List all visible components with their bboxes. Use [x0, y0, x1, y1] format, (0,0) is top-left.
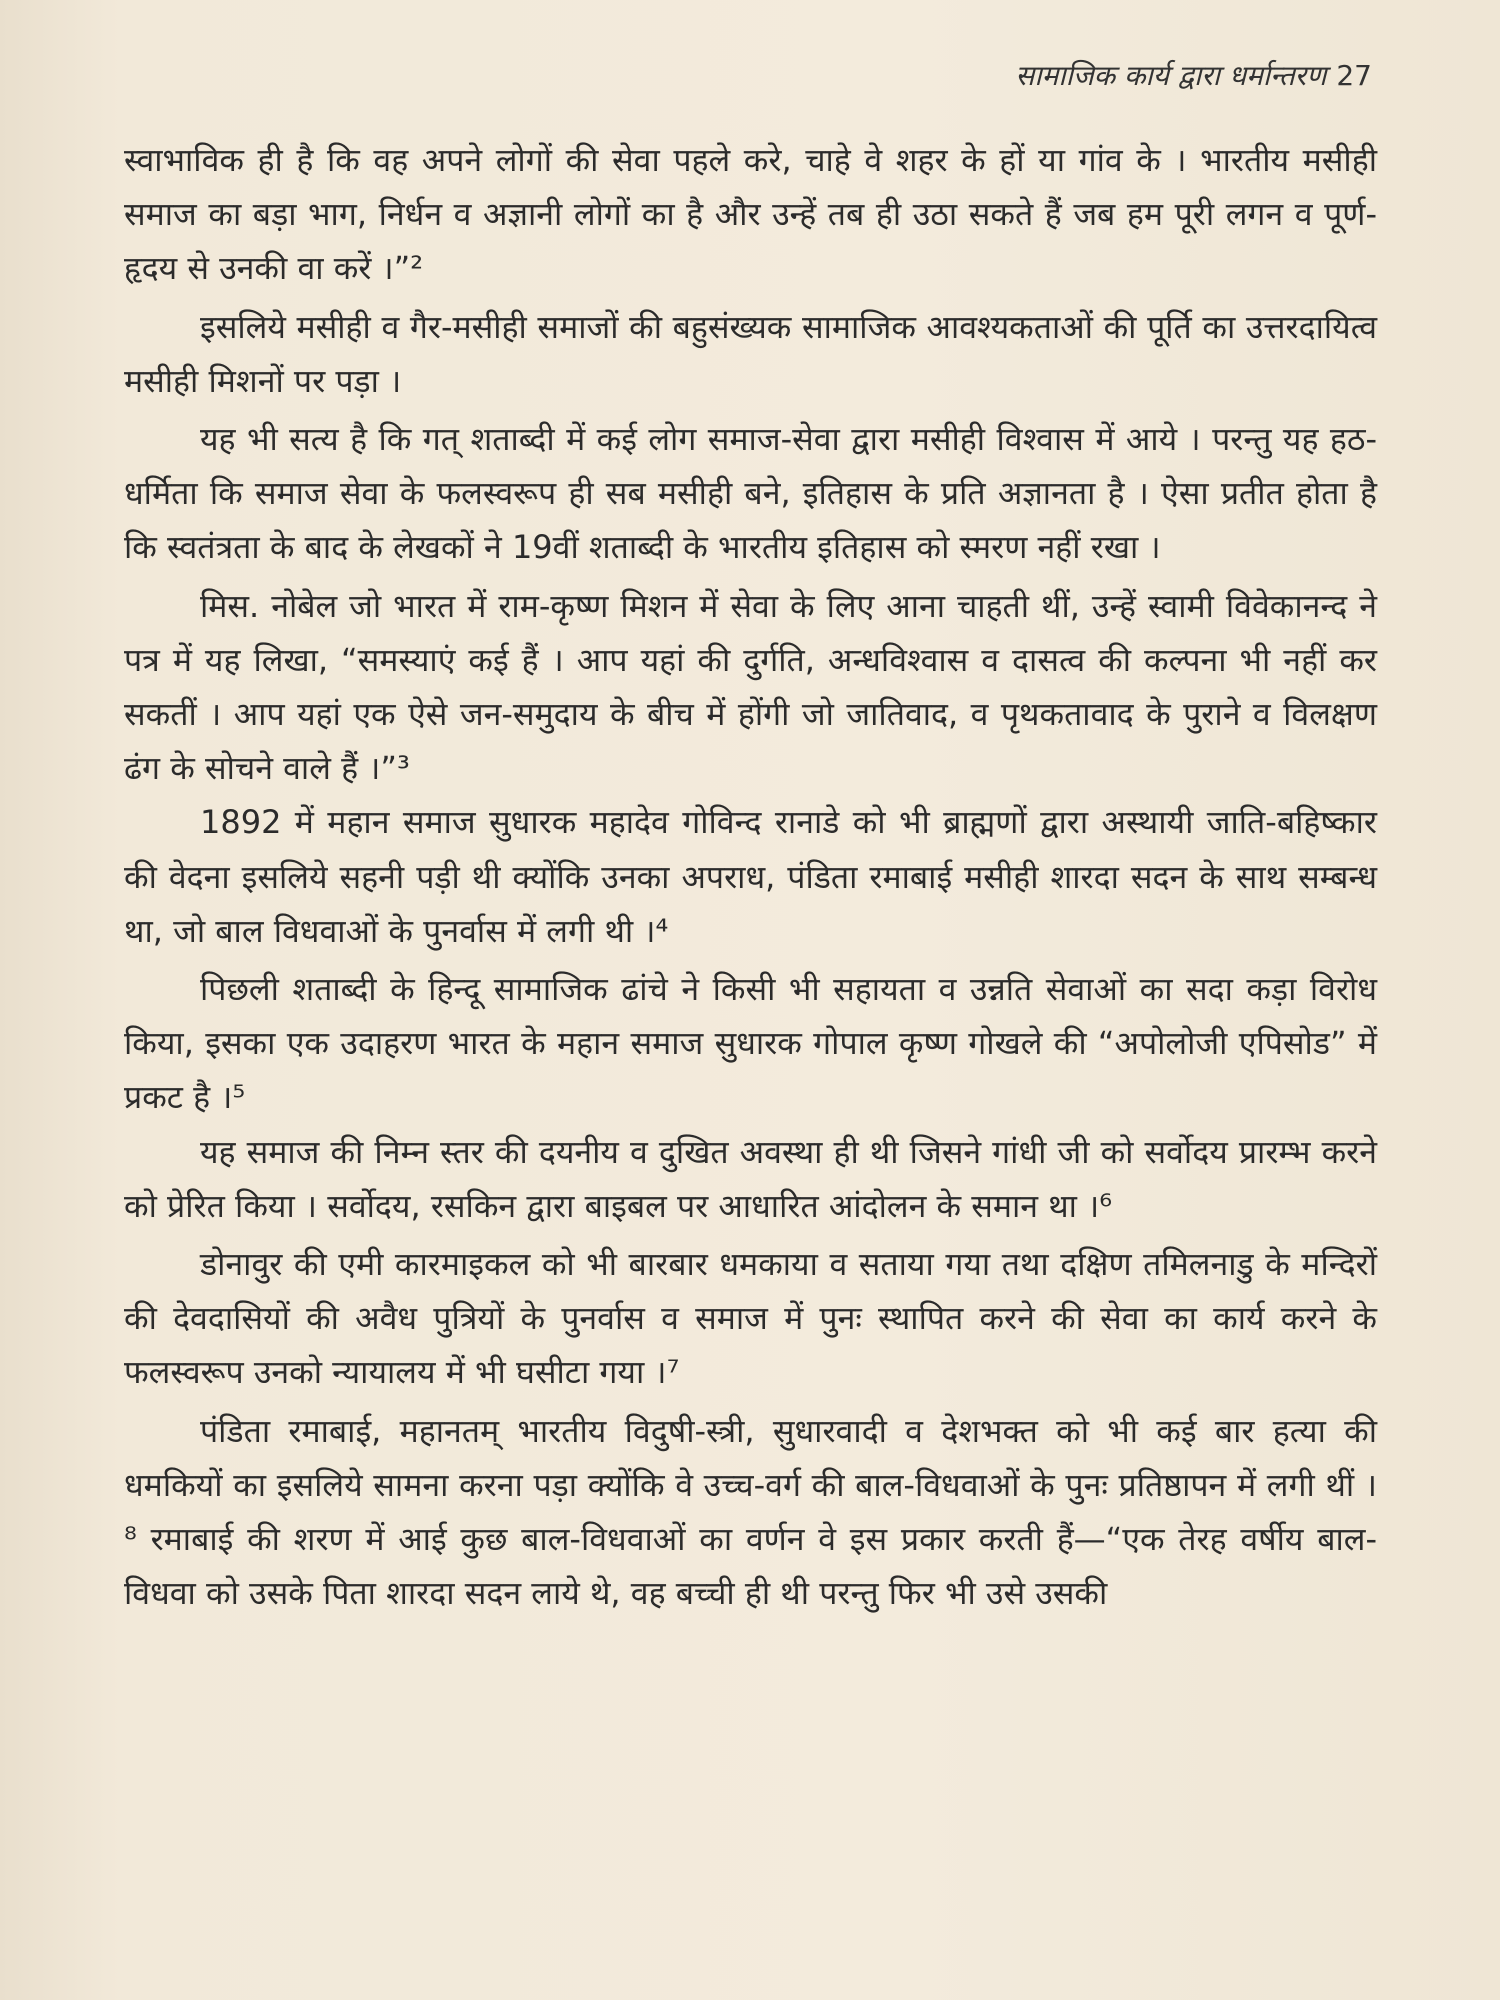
paragraph: पंडिता रमाबाई, महानतम् भारतीय विदुषी-स्त्री, सुधारवादी व देशभक्त को भी कई बार हत्या की धमकियों का इसलिये सामना करना पड़ा क्योंकि वे उच्च-वर्ग की बाल-विधवाओं के पुनः प्रतिष्ठापन में लगी थीं ।⁸ रमाबाई की शरण में आई कुछ बाल-विधवाओं का वर्णन वे इस प्रकार करती हैं—“एक तेरह वर्षीय बाल-विधवा को उसके पिता शारदा सदन लाये थे, वह बच्ची ही थी परन्तु फिर भी उसे उसकी: [124, 1411, 1377, 1613]
paragraph: डोनावुर की एमी कारमाइकल को भी बारबार धमकाया व सताया गया तथा दक्षिण तमिलनाडु के मन्दिरों की देवदासियों की अवैध पुत्रियों के पुनर्वास व समाज में पुनः स्थापित करने की सेवा का कार्य करने के फलस्वरूप उनको न्यायालय में भी घसीटा गया ।⁷: [124, 1245, 1377, 1392]
paragraph: इसलिये मसीही व गैर-मसीही समाजों की बहुसंख्यक सामाजिक आवश्यकताओं की पूर्ति का उत्तरदायित्व मसीही मिशनों पर पड़ा ।: [124, 307, 1377, 400]
paragraph-continued: स्वाभाविक ही है कि वह अपने लोगों की सेवा पहले करे, चाहे वे शहर के हों या गांव के । भारतीय मसीही समाज का बड़ा भाग, निर्धन व अज्ञानी लोगों का है और उन्हें तब ही उठा सकते हैं जब हम पूरी लगन व पूर्ण-हृदय से उनकी वा करें ।”²: [124, 141, 1377, 288]
paragraph: मिस. नोबेल जो भारत में राम-कृष्ण मिशन में सेवा के लिए आना चाहती थीं, उन्हें स्वामी विवेकानन्द ने पत्र में यह लिखा, “समस्याएं कई हैं । आप यहां की दुर्गति, अन्धविश्वास व दासत्व की कल्पना भी नहीं कर सकतीं । आप यहां एक ऐसे जन-समुदाय के बीच में होंगी जो जातिवाद, व पृथकतावाद के पुराने व विलक्षण ढंग के सोचने वाले हैं ।”³: [124, 586, 1377, 788]
paragraph: 1892 में महान समाज सुधारक महादेव गोविन्द रानाडे को भी ब्राह्मणों द्वारा अस्थायी जाति-बहिष्कार की वेदना इसलिये सहनी पड़ी थी क्योंकि उनका अपराध, पंडिता रमाबाई मसीही शारदा सदन के साथ सम्बन्ध था, जो बाल विधवाओं के पुनर्वास में लगी थी ।⁴: [124, 803, 1377, 950]
paragraph: पिछली शताब्दी के हिन्दू सामाजिक ढांचे ने किसी भी सहायता व उन्नति सेवाओं का सदा कड़ा विरोध किया, इसका एक उदाहरण भारत के महान समाज सुधारक गोपाल कृष्ण गोखले की “अपोलोजी एपिसोड” में प्रकट है ।⁵: [124, 970, 1377, 1117]
paragraph: यह भी सत्य है कि गत् शताब्दी में कई लोग समाज-सेवा द्वारा मसीही विश्वास में आये । परन्तु यह हठ-धर्मिता कि समाज सेवा के फलस्वरूप ही सब मसीही बने, इतिहास के प्रति अज्ञानता है । ऐसा प्रतीत होता है कि स्वतंत्रता के बाद के लेखकों ने 19वीं शताब्दी के भारतीय इतिहास को स्मरण नहीं रखा ।: [124, 420, 1377, 567]
paragraph: यह समाज की निम्न स्तर की दयनीय व दुखित अवस्था ही थी जिसने गांधी जी को सर्वोदय प्रारम्भ करने को प्रेरित किया । सर्वोदय, रसकिन द्वारा बाइबल पर आधारित आंदोलन के समान था ।⁶: [124, 1132, 1377, 1225]
running-title: सामाजिक कार्य द्वारा धर्मान्तरण: [1015, 59, 1327, 92]
running-head: [1015, 56, 1372, 94]
page-number: 27: [1336, 59, 1372, 92]
body-text: [124, 133, 1377, 1620]
